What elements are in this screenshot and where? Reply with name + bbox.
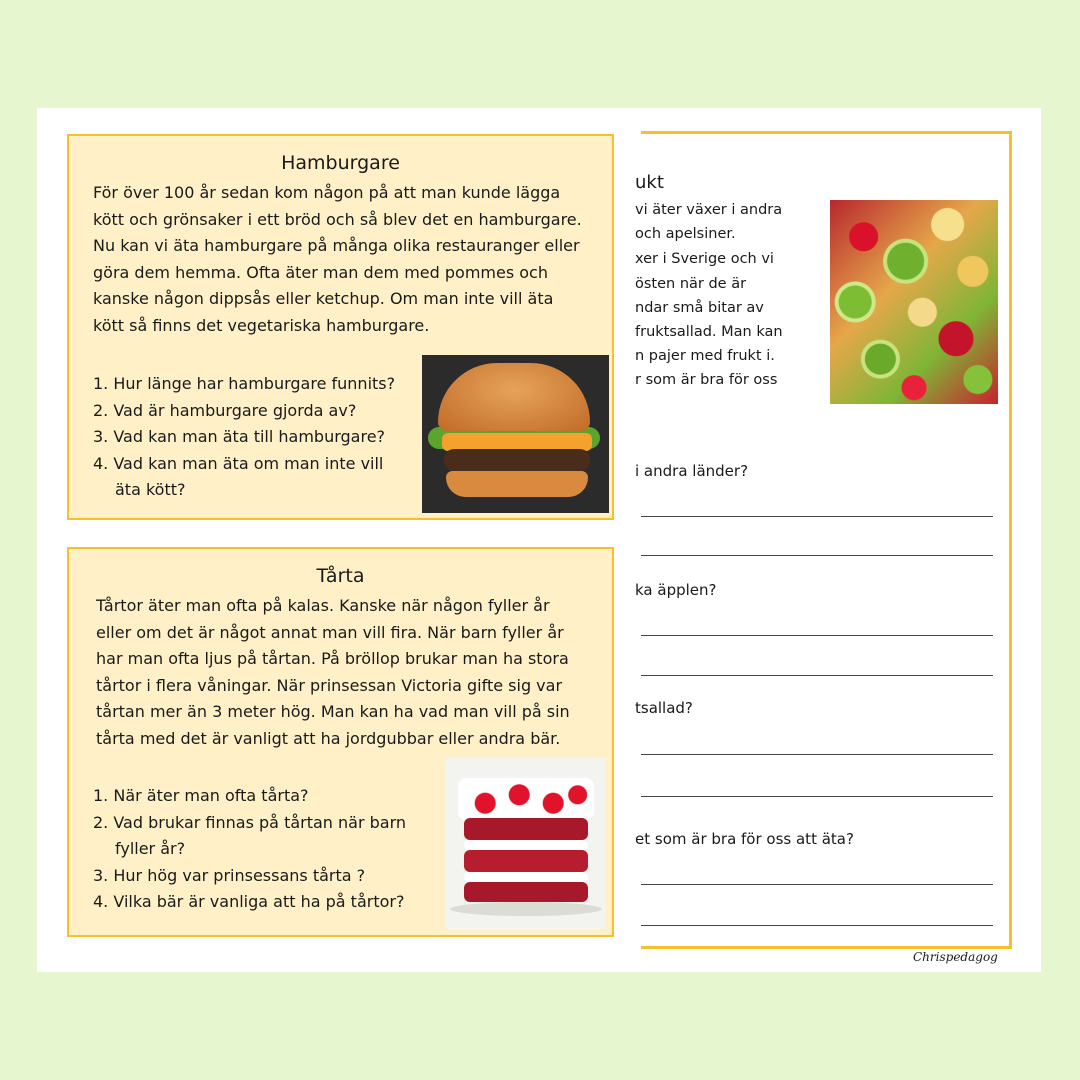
tarta-title: Tårta <box>316 565 365 587</box>
answer-line <box>641 796 993 797</box>
card-tarta <box>67 547 614 937</box>
cake-image <box>446 758 606 930</box>
card-hamburgare <box>67 134 614 520</box>
paragraph-line: kött och grönsaker i ett bröd och så blev det en hamburgare. <box>93 209 582 229</box>
frukt-title: ukt <box>635 172 664 193</box>
answer-line <box>641 925 993 926</box>
paragraph-line: tårtan mer än 3 meter hög. Man kan ha vad man vill på sin <box>96 702 570 721</box>
frukt-text-line: fruktsallad. Man kan <box>635 324 783 340</box>
frukt-text-line: vi äter växer i andra <box>635 202 783 218</box>
question-item: 3. Hur hög var prinsessans tårta ? <box>93 865 366 885</box>
question-item-continuation: fyller år? <box>115 839 186 858</box>
tarta-questions <box>93 783 406 916</box>
frukt-text-line: ndar små bitar av <box>635 300 764 316</box>
paragraph-line: har man ofta ljus på tårtan. På bröllop brukar man ha stora <box>96 649 569 668</box>
frukt-text-line: xer i Sverige och vi <box>635 251 774 267</box>
hamburgare-paragraph <box>93 180 594 339</box>
tarta-paragraph <box>96 593 594 752</box>
paragraph-line: kött så finns det vegetariska hamburgare. <box>93 315 430 335</box>
card-frukt <box>635 131 1012 949</box>
question-item: 1. När äter man ofta tårta? <box>93 786 309 805</box>
paragraph-line: Tårtor äter man ofta på kalas. Kanske när någon fyller år <box>96 596 550 615</box>
answer-line <box>641 516 993 517</box>
answer-line <box>641 754 993 755</box>
question-item-continuation: äta kött? <box>115 480 186 499</box>
question-item: 4. Vilka bär är vanliga att ha på tårtor? <box>93 892 405 911</box>
paragraph-line: tårtor i flera våningar. När prinsessan Victoria gifte sig var <box>96 675 563 695</box>
paragraph-line: kanske någon dippsås eller ketchup. Om man inte vill äta <box>93 289 554 308</box>
paragraph-line: tårta med det är vanligt att ha jordgubbar eller andra bär. <box>96 728 561 748</box>
hamburgare-questions <box>93 371 395 504</box>
frukt-text-line: östen när de är <box>635 276 747 292</box>
question-item: 3. Vad kan man äta till hamburgare? <box>93 427 386 446</box>
hamburger-image <box>422 355 609 513</box>
paragraph-line: göra dem hemma. Ofta äter man dem med pommes och <box>93 262 548 282</box>
paragraph-line: För över 100 år sedan kom någon på att man kunde lägga <box>93 183 561 202</box>
fruit-salad-image <box>830 200 998 404</box>
question-item: 1. Hur länge har hamburgare funnits? <box>93 374 396 393</box>
worksheet-page <box>37 108 1041 972</box>
frukt-question: ka äpplen? <box>635 581 717 599</box>
frukt-text-line: n pajer med frukt i. <box>635 348 775 364</box>
answer-line <box>641 635 993 636</box>
author-credit: Chrispedagog <box>913 950 998 964</box>
paragraph-line: Nu kan vi äta hamburgare på många olika restauranger eller <box>93 236 580 255</box>
question-item: 2. Vad brukar finnas på tårtan när barn <box>93 812 407 832</box>
answer-line <box>641 675 993 676</box>
answer-line <box>641 884 993 885</box>
question-item: 2. Vad är hamburgare gjorda av? <box>93 400 357 420</box>
hamburgare-title: Hamburgare <box>281 152 400 174</box>
frukt-text-line: r som är bra för oss <box>635 372 778 388</box>
question-item: 4. Vad kan man äta om man inte vill <box>93 453 384 473</box>
frukt-question: tsallad? <box>635 699 693 717</box>
frukt-text-line: och apelsiner. <box>635 226 736 242</box>
frukt-question: i andra länder? <box>635 462 749 480</box>
frukt-question: et som är bra för oss att äta? <box>635 830 854 848</box>
paragraph-line: eller om det är något annat man vill fira. När barn fyller år <box>96 622 564 642</box>
answer-line <box>641 555 993 556</box>
